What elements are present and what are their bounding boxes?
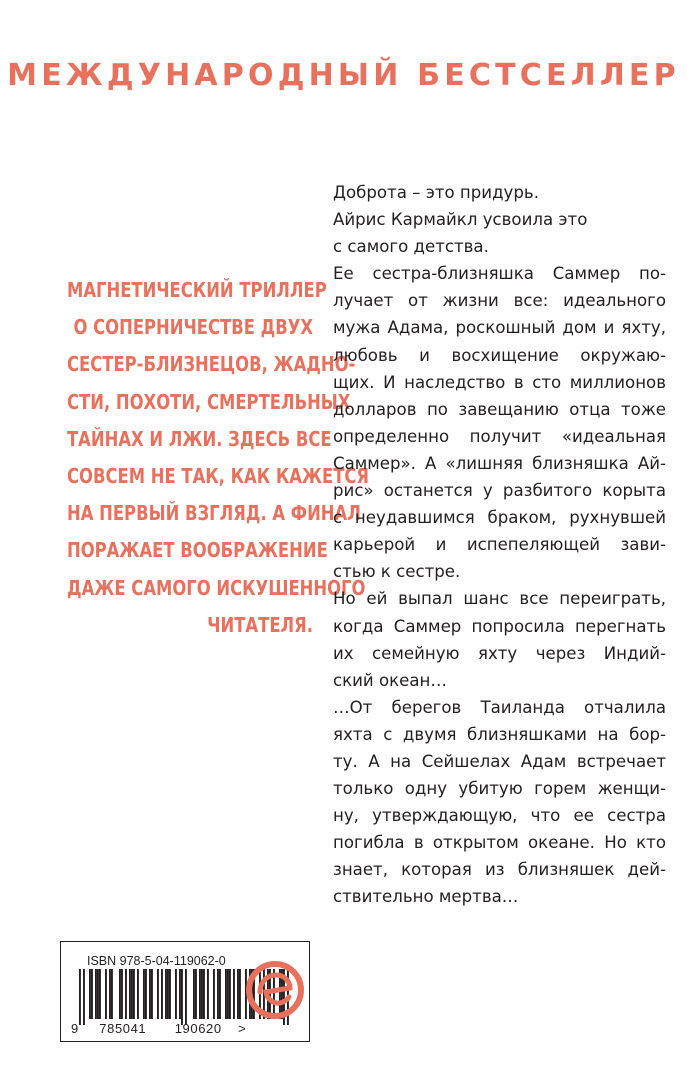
barcode-arrow: >	[238, 1021, 247, 1036]
barcode-bar	[91, 969, 93, 1019]
synopsis-line: ствительно мертва…	[333, 887, 519, 907]
barcode-bar	[97, 969, 99, 1019]
tagline-line: СЕСТЕР-БЛИЗНЕЦОВ, ЖАДНО-	[67, 352, 356, 377]
synopsis-line: мужа Адама, роскошный дом и яхту,	[333, 318, 666, 338]
barcode-bar	[181, 969, 183, 1025]
barcode-bar	[213, 969, 215, 1019]
barcode-bar	[105, 969, 107, 1019]
barcode-bar	[143, 969, 145, 1019]
tagline-line: СТИ, ПОХОТИ, СМЕРТЕЛЬНЫХ	[67, 389, 351, 414]
barcode-digits-right: 190620	[174, 1021, 222, 1036]
tagline-line: НА ПЕРВЫЙ ВЗГЛЯД. А ФИНАЛ	[67, 501, 361, 526]
barcode-bar	[239, 969, 241, 1019]
barcode-bar	[109, 969, 111, 1019]
synopsis-line: стью к сестре.	[333, 562, 461, 582]
barcode-bar	[121, 969, 123, 1019]
synopsis-line: Ее сестра-близняшка Саммер по-	[333, 264, 666, 284]
synopsis-line: карьерой и испепеляющей зави-	[333, 535, 666, 555]
tagline-line: ТАЙНАХ И ЛЖИ. ЗДЕСЬ ВСЕ	[67, 426, 332, 451]
synopsis-line: рис» останется у разбитого корыта	[333, 481, 666, 501]
barcode-bar	[83, 969, 85, 1025]
barcode-bar	[169, 969, 171, 1019]
synopsis-line: с самого детства.	[333, 237, 489, 257]
synopsis-line: Айрис Кармайкл усвоила это	[333, 210, 588, 230]
barcode-bar	[219, 969, 221, 1019]
synopsis-line: щих. И наследство в сто миллионов	[333, 372, 666, 392]
barcode-bar	[233, 969, 235, 1019]
barcode-bar	[195, 969, 197, 1019]
barcode-bar	[167, 969, 169, 1019]
synopsis-text	[333, 179, 666, 911]
barcode-bar	[79, 969, 81, 1025]
barcode-bar	[149, 969, 151, 1019]
barcode-bar	[207, 969, 209, 1019]
synopsis-line: только одну убитую горем женщи-	[333, 779, 666, 799]
barcode-bar	[201, 969, 203, 1019]
synopsis-line: их семейную яхту через Индий-	[333, 643, 666, 663]
synopsis-line: …От берегов Таиланда отчалила	[333, 697, 666, 717]
tagline-line: МАГНЕТИЧЕСКИЙ ТРИЛЛЕР	[67, 278, 327, 302]
barcode-bar	[145, 969, 147, 1019]
synopsis-line: ну, утверждающую, что ее сестра	[333, 806, 666, 826]
tagline-line: ПОРАЖАЕТ ВООБРАЖЕНИЕ	[67, 538, 328, 563]
synopsis-line: когда Саммер попросила перегнать	[333, 616, 666, 636]
barcode-bar	[179, 969, 181, 1019]
synopsis-line: ский океан…	[333, 670, 447, 690]
synopsis-line: ту. А на Сейшелах Адам встречает	[333, 751, 666, 771]
barcode-bar	[151, 969, 153, 1019]
barcode-bar	[165, 969, 167, 1019]
tagline-line: О СОПЕРНИЧЕСТВЕ ДВУХ	[73, 315, 313, 340]
barcode-bar	[95, 969, 97, 1019]
barcode-digit-first: 9	[71, 1021, 79, 1036]
barcode-bar	[203, 969, 205, 1019]
tagline-block	[67, 272, 370, 644]
barcode-bar	[129, 969, 131, 1019]
synopsis-line: с неудавшимся браком, рухнувшей	[333, 508, 666, 528]
barcode-bar	[137, 969, 139, 1019]
barcode-bar	[227, 969, 229, 1019]
synopsis-line: знает, которая из близняшек дей-	[333, 860, 666, 880]
barcode-bar	[119, 969, 121, 1019]
barcode-bar	[161, 969, 163, 1019]
barcode-bar	[125, 969, 127, 1019]
barcode-bar	[185, 969, 187, 1025]
barcode-bar	[229, 969, 231, 1019]
barcode-digits	[71, 1021, 301, 1036]
barcode-bar	[217, 969, 219, 1019]
synopsis-line: Доброта – это придурь.	[333, 183, 539, 202]
synopsis-line: лучает от жизни все: идеального	[333, 291, 666, 311]
barcode-bar	[99, 969, 101, 1019]
barcode-digits-left: 785041	[99, 1021, 147, 1036]
barcode-bar	[157, 969, 159, 1019]
synopsis-line: определенно получит «идеальная	[333, 426, 666, 446]
isbn-label: ISBN 978-5-04-119062-0	[87, 954, 226, 968]
barcode-bar	[175, 969, 177, 1019]
barcode-bar	[111, 969, 113, 1019]
barcode-bar	[193, 969, 195, 1019]
synopsis-line: любовь и восхищение окружаю-	[333, 345, 666, 365]
bestseller-heading: МЕЖДУНАРОДНЫЙ БЕСТСЕЛЛЕР	[7, 58, 680, 93]
tagline-line: СОВСЕМ НЕ ТАК, КАК КАЖЕТСЯ	[67, 464, 370, 489]
barcode-bar	[133, 969, 135, 1019]
tagline-line: ДАЖЕ САМОГО ИСКУШЕННОГО	[67, 575, 366, 600]
tagline-line: ЧИТАТЕЛЯ.	[207, 612, 313, 637]
barcode-bar	[225, 969, 227, 1019]
synopsis-line: долларов по завещанию отца тоже	[333, 399, 666, 419]
eksmo-logo-icon	[246, 961, 304, 1019]
barcode-bar	[131, 969, 133, 1019]
barcode-bar	[89, 969, 91, 1019]
synopsis-line: Саммер». А «лишняя близняшка Ай-	[333, 453, 666, 473]
synopsis-line: яхта с двумя близняшками на бор-	[333, 724, 666, 744]
barcode-bar	[237, 969, 239, 1019]
barcode-bar	[199, 969, 201, 1019]
synopsis-line: погибла в открытом океане. Но кто	[333, 833, 666, 853]
synopsis-line: Но ей выпал шанс все переиграть,	[333, 589, 666, 609]
